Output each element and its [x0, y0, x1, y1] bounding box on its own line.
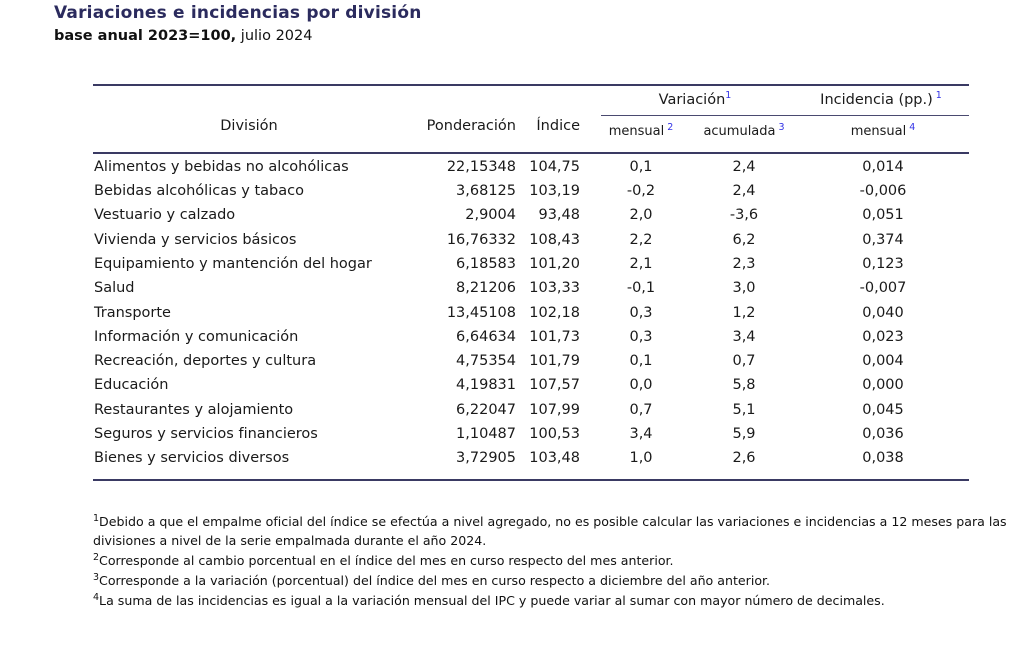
- cell-variacion-mensual: -0,2: [626, 183, 656, 200]
- column-group-incidencia: [793, 92, 969, 108]
- footnote-marker-variacion-acumulada: 3: [778, 121, 785, 133]
- column-header-variacion-acumulada-label: acumulada: [703, 124, 776, 140]
- cell-variacion-acumulada: 3,4: [732, 328, 756, 345]
- page-subtitle-period: julio 2024: [236, 28, 313, 44]
- cell-incidencia-mensual: 0,038: [862, 450, 904, 467]
- footnote-number: 2: [93, 552, 100, 564]
- cell-variacion-mensual: 0,7: [629, 401, 653, 418]
- cell-ponderacion: 22,15348: [446, 158, 516, 175]
- cell-variacion-acumulada: 2,3: [732, 255, 756, 272]
- cell-indice: 101,73: [529, 328, 580, 345]
- cell-ponderacion: 3,72905: [456, 450, 516, 467]
- table-row: [93, 402, 969, 426]
- cell-ponderacion: 2,9004: [465, 207, 516, 224]
- cell-variacion-acumulada: 5,9: [732, 426, 756, 443]
- cell-division: Educación: [94, 377, 169, 394]
- cell-variacion-mensual: 0,0: [629, 377, 653, 394]
- cell-incidencia-mensual: 0,123: [862, 255, 904, 272]
- cell-variacion-mensual: 3,4: [629, 426, 653, 443]
- cell-division: Transporte: [94, 304, 171, 321]
- footnote-marker-variacion-mensual: 2: [667, 121, 674, 133]
- cell-variacion-mensual: 0,1: [629, 353, 653, 370]
- cell-division: Vivienda y servicios básicos: [94, 231, 297, 248]
- cell-variacion-acumulada: 3,0: [732, 280, 756, 297]
- footnote-text: Corresponde al cambio porcentual en el índice del mes en curso respecto del mes anterior.: [99, 553, 674, 569]
- cell-ponderacion: 16,76332: [446, 231, 516, 248]
- cell-variacion-acumulada: -3,6: [729, 207, 759, 224]
- table-row: [93, 280, 969, 304]
- column-header-incidencia-mensual: [823, 121, 943, 140]
- cell-division: Vestuario y calzado: [94, 207, 236, 224]
- table-row: [93, 159, 969, 183]
- table-row: [93, 426, 969, 450]
- cell-indice: 101,79: [529, 353, 580, 370]
- footnote-number: 3: [93, 572, 100, 584]
- column-header-division: División: [220, 118, 278, 135]
- column-group-variacion: [601, 92, 789, 108]
- column-header-variacion-acumulada: [689, 121, 799, 140]
- cell-variacion-mensual: -0,1: [626, 280, 656, 297]
- cell-incidencia-mensual: 0,004: [862, 353, 904, 370]
- column-header-incidencia-mensual-label: mensual: [850, 124, 907, 140]
- footnote-marker-variacion: 1: [725, 90, 732, 102]
- cell-ponderacion: 1,10487: [456, 426, 516, 443]
- cell-variacion-mensual: 2,1: [629, 255, 653, 272]
- cell-ponderacion: 3,68125: [456, 183, 516, 200]
- table-row: [93, 207, 969, 231]
- table-body: [93, 154, 969, 479]
- cell-incidencia-mensual: 0,023: [862, 328, 904, 345]
- cell-incidencia-mensual: -0,006: [859, 183, 907, 200]
- table-rule-bottom: [93, 479, 969, 481]
- cell-variacion-acumulada: 5,8: [732, 377, 756, 394]
- cell-ponderacion: 4,19831: [456, 377, 516, 394]
- cell-variacion-mensual: 2,0: [629, 207, 653, 224]
- page-title: Variaciones e incidencias por división: [54, 3, 422, 23]
- page-subtitle-base: base anual 2023=100,: [54, 28, 237, 44]
- column-group-variacion-label: Variación: [658, 92, 726, 109]
- footnote-marker-incidencia: 1: [935, 90, 942, 102]
- cell-ponderacion: 8,21206: [456, 280, 516, 297]
- cell-incidencia-mensual: 0,051: [862, 207, 904, 224]
- table-row: [93, 183, 969, 207]
- cell-variacion-mensual: 1,0: [629, 450, 653, 467]
- table-row: [93, 353, 969, 377]
- cell-division: Restaurantes y alojamiento: [94, 401, 294, 418]
- cell-incidencia-mensual: 0,000: [862, 377, 904, 394]
- footnote-text: La suma de las incidencias es igual a la variación mensual del IPC y puede variar al sumar con mayor número de decimales.: [99, 593, 885, 609]
- footnote-number: 4: [93, 591, 100, 603]
- cell-variacion-acumulada: 2,6: [732, 450, 756, 467]
- cell-incidencia-mensual: 0,045: [862, 401, 904, 418]
- cell-indice: 103,33: [529, 280, 580, 297]
- cell-incidencia-mensual: -0,007: [859, 280, 907, 297]
- cell-ponderacion: 6,22047: [456, 401, 516, 418]
- cell-division: Alimentos y bebidas no alcohólicas: [94, 158, 349, 175]
- cell-variacion-acumulada: 1,2: [732, 304, 756, 321]
- table-row: [93, 329, 969, 353]
- table-rule-group-span: [601, 115, 969, 116]
- cell-variacion-mensual: 0,3: [629, 304, 653, 321]
- title-block: [54, 2, 984, 47]
- footnote: [93, 571, 1018, 590]
- cell-indice: 108,43: [529, 231, 580, 248]
- footnotes-block: [93, 512, 1018, 611]
- footnote: [93, 591, 1018, 610]
- cell-indice: 107,57: [529, 377, 580, 394]
- cell-variacion-acumulada: 0,7: [732, 353, 756, 370]
- cell-indice: 104,75: [529, 158, 580, 175]
- cell-division: Bienes y servicios diversos: [94, 450, 290, 467]
- column-header-indice: Índice: [536, 118, 580, 135]
- footnote: [93, 551, 1018, 570]
- cell-indice: 103,48: [529, 450, 580, 467]
- footnote-text: Corresponde a la variación (porcentual) del índice del mes en curso respecto a diciembre del año anterior.: [99, 573, 771, 589]
- column-group-incidencia-label: Incidencia (pp.): [820, 92, 933, 109]
- table-group-header-row: [93, 92, 969, 116]
- cell-division: Equipamiento y mantención del hogar: [94, 255, 372, 272]
- cell-division: Seguros y servicios financieros: [94, 426, 318, 443]
- footnote-number: 1: [93, 512, 100, 524]
- cell-variacion-mensual: 0,1: [629, 158, 653, 175]
- column-header-variacion-mensual-label: mensual: [608, 124, 665, 140]
- table-row: [93, 305, 969, 329]
- cell-incidencia-mensual: 0,374: [862, 231, 904, 248]
- cell-division: Información y comunicación: [94, 328, 299, 345]
- column-header-ponderacion: Ponderación: [426, 118, 516, 135]
- cell-incidencia-mensual: 0,040: [862, 304, 904, 321]
- table-row: [93, 450, 969, 474]
- column-header-variacion-mensual: [593, 121, 689, 140]
- cell-variacion-acumulada: 2,4: [732, 158, 756, 175]
- cell-division: Bebidas alcohólicas y tabaco: [94, 183, 304, 200]
- cell-variacion-mensual: 0,3: [629, 328, 653, 345]
- cell-ponderacion: 4,75354: [456, 353, 516, 370]
- cell-indice: 103,19: [529, 183, 580, 200]
- cell-variacion-mensual: 2,2: [629, 231, 653, 248]
- cell-indice: 101,20: [529, 255, 580, 272]
- cell-indice: 102,18: [529, 304, 580, 321]
- footnote-text: Debido a que el empalme oficial del índice se efectúa a nivel agregado, no es posible calcular las variaciones e incidencias a 12 meses para las divisiones a nivel de la serie empalmada durante el año 2024.: [93, 514, 1007, 549]
- table-row: [93, 377, 969, 401]
- footnote-marker-incidencia-mensual: 4: [909, 121, 916, 133]
- cell-indice: 100,53: [529, 426, 580, 443]
- statistics-table: [93, 84, 969, 481]
- cell-incidencia-mensual: 0,036: [862, 426, 904, 443]
- cell-incidencia-mensual: 0,014: [862, 158, 904, 175]
- cell-ponderacion: 6,18583: [456, 255, 516, 272]
- cell-indice: 107,99: [529, 401, 580, 418]
- cell-variacion-acumulada: 5,1: [732, 401, 756, 418]
- table-header: [93, 86, 969, 152]
- footnote: [93, 512, 1018, 551]
- cell-ponderacion: 13,45108: [446, 304, 516, 321]
- cell-division: Salud: [94, 280, 135, 297]
- cell-ponderacion: 6,64634: [456, 328, 516, 345]
- cell-division: Recreación, deportes y cultura: [94, 353, 317, 370]
- table-row: [93, 256, 969, 280]
- page-subtitle: [54, 26, 984, 47]
- table-row: [93, 232, 969, 256]
- cell-variacion-acumulada: 6,2: [732, 231, 756, 248]
- cell-indice: 93,48: [538, 207, 580, 224]
- cell-variacion-acumulada: 2,4: [732, 183, 756, 200]
